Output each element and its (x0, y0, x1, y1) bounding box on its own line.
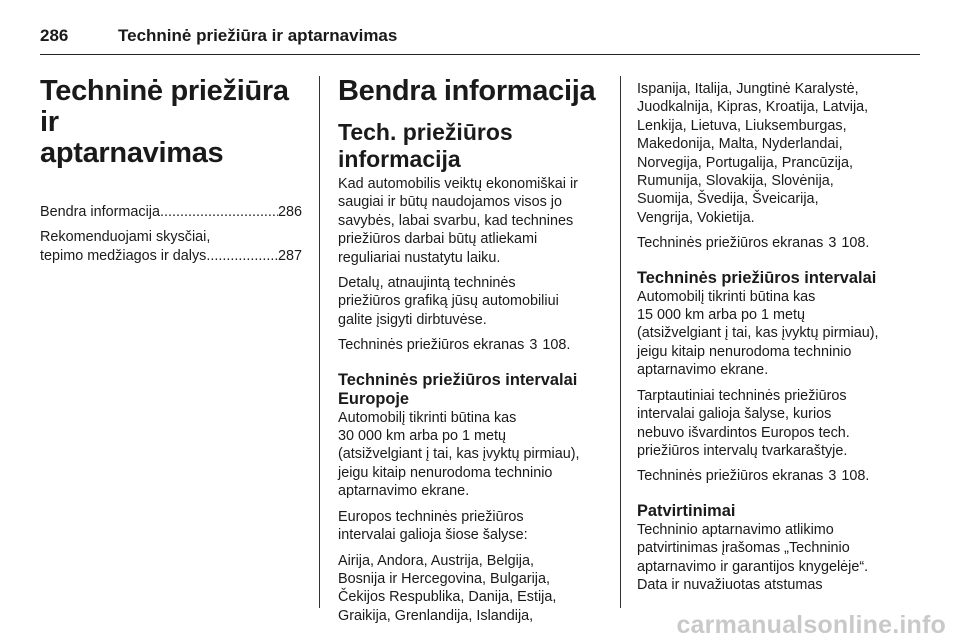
heading-confirmations: Patvirtinimai (637, 501, 736, 520)
watermark: carmanualsonline.info (676, 611, 946, 639)
subsection-title: Tech. priežiūros informacija (338, 119, 513, 172)
column-divider (620, 76, 621, 608)
toc-entry-fluids[interactable]: Rekomenduojami skysčiai, tepimo medžiagos ir dalys ..... 287 (40, 228, 302, 265)
reference-arrow-icon: 3 (828, 235, 837, 252)
reference-arrow-icon: 3 (828, 468, 837, 485)
paragraph: Kad automobilis veiktų ekonomiškai ir saugiai ir būtų naudojamos visos jo savybės, labai svarbu, kad technines priežiūros darbai būtų atliekami reguliariai nustatytu laiku. (338, 176, 578, 266)
toc-page: 286 (277, 204, 302, 220)
paragraph: Airija, Andora, Austrija, Belgija, Bosnija ir Hercegovina, Bulgarija, Čekijos Respublika, Danija, Estija, Graikija, Grenlandija, Islandija, (338, 552, 557, 624)
toc-page: 287 (277, 247, 302, 264)
paragraph: Europos techninės priežiūros intervalai galioja šiose šalyse: (338, 508, 528, 544)
column-2 (338, 76, 608, 632)
cross-reference[interactable]: Techninės priežiūros ekranas 3 108. (338, 337, 571, 354)
chapter-title: Techninė priežiūra ir aptarnavimas (40, 75, 289, 169)
section-title: Bendra informacija (338, 75, 596, 107)
running-title: Techninė priežiūra ir aptarnavimas (118, 26, 398, 45)
heading-intervals-europe: Techninės priežiūros intervalai Europoje (338, 370, 578, 408)
page-number: 286 (40, 26, 69, 45)
toc-leader (206, 247, 278, 265)
column-3 (637, 80, 922, 601)
page-header (40, 18, 920, 55)
column-1 (40, 76, 302, 272)
heading-intervals: Techninės priežiūros intervalai (637, 268, 877, 287)
paragraph: Automobilį tikrinti būtina kas 30 000 km arba po 1 metų (atsižvelgiant į tai, kas įvyktų pirmiau), jeigu kitaip nenurodoma techninio aptarnavimo ekrane. (338, 409, 580, 500)
paragraph: Techninio aptarnavimo atlikimo patvirtinimas įrašomas „Techninio aptarnavimo ir garantijos knygelėje“. Data ir nuvažiuotas atstumas (637, 521, 869, 593)
cross-reference[interactable]: Techninės priežiūros ekranas 3 108. (637, 235, 870, 252)
toc-leader (160, 203, 278, 221)
toc-entry-general[interactable]: Bendra informacija ..... 286 (40, 203, 302, 221)
paragraph: Ispanija, Italija, Jungtinė Karalystė, Juodkalnija, Kipras, Kroatija, Latvija, Lenkija, Lietuva, Liuksemburgas, Makedonija, Malta, Nyderlandai, Norvegija, Portugalija, Prancūzija, Rumunija, Slovakija, Slovėnija, Suomija, Švedija, Šveicarija, Vengrija, Vokietija. (637, 81, 869, 226)
column-divider (319, 76, 320, 608)
paragraph: Tarptautiniai techninės priežiūros intervalai galioja šalyse, kurios nebuvo išvardintos Europos tech. priežiūros intervalų tvarkaraštyje. (637, 387, 850, 459)
paragraph: Automobilį tikrinti būtina kas 15 000 km arba po 1 metų (atsižvelgiant į tai, kas įvyktų pirmiau), jeigu kitaip nenurodoma techninio aptarnavimo ekrane. (637, 288, 879, 379)
paragraph: Detalų, atnaujintą techninės priežiūros grafiką jūsų automobiliui galite įsigyti dirbtuvėse. (338, 275, 559, 328)
reference-arrow-icon: 3 (529, 337, 538, 354)
cross-reference[interactable]: Techninės priežiūros ekranas 3 108. (637, 468, 870, 485)
